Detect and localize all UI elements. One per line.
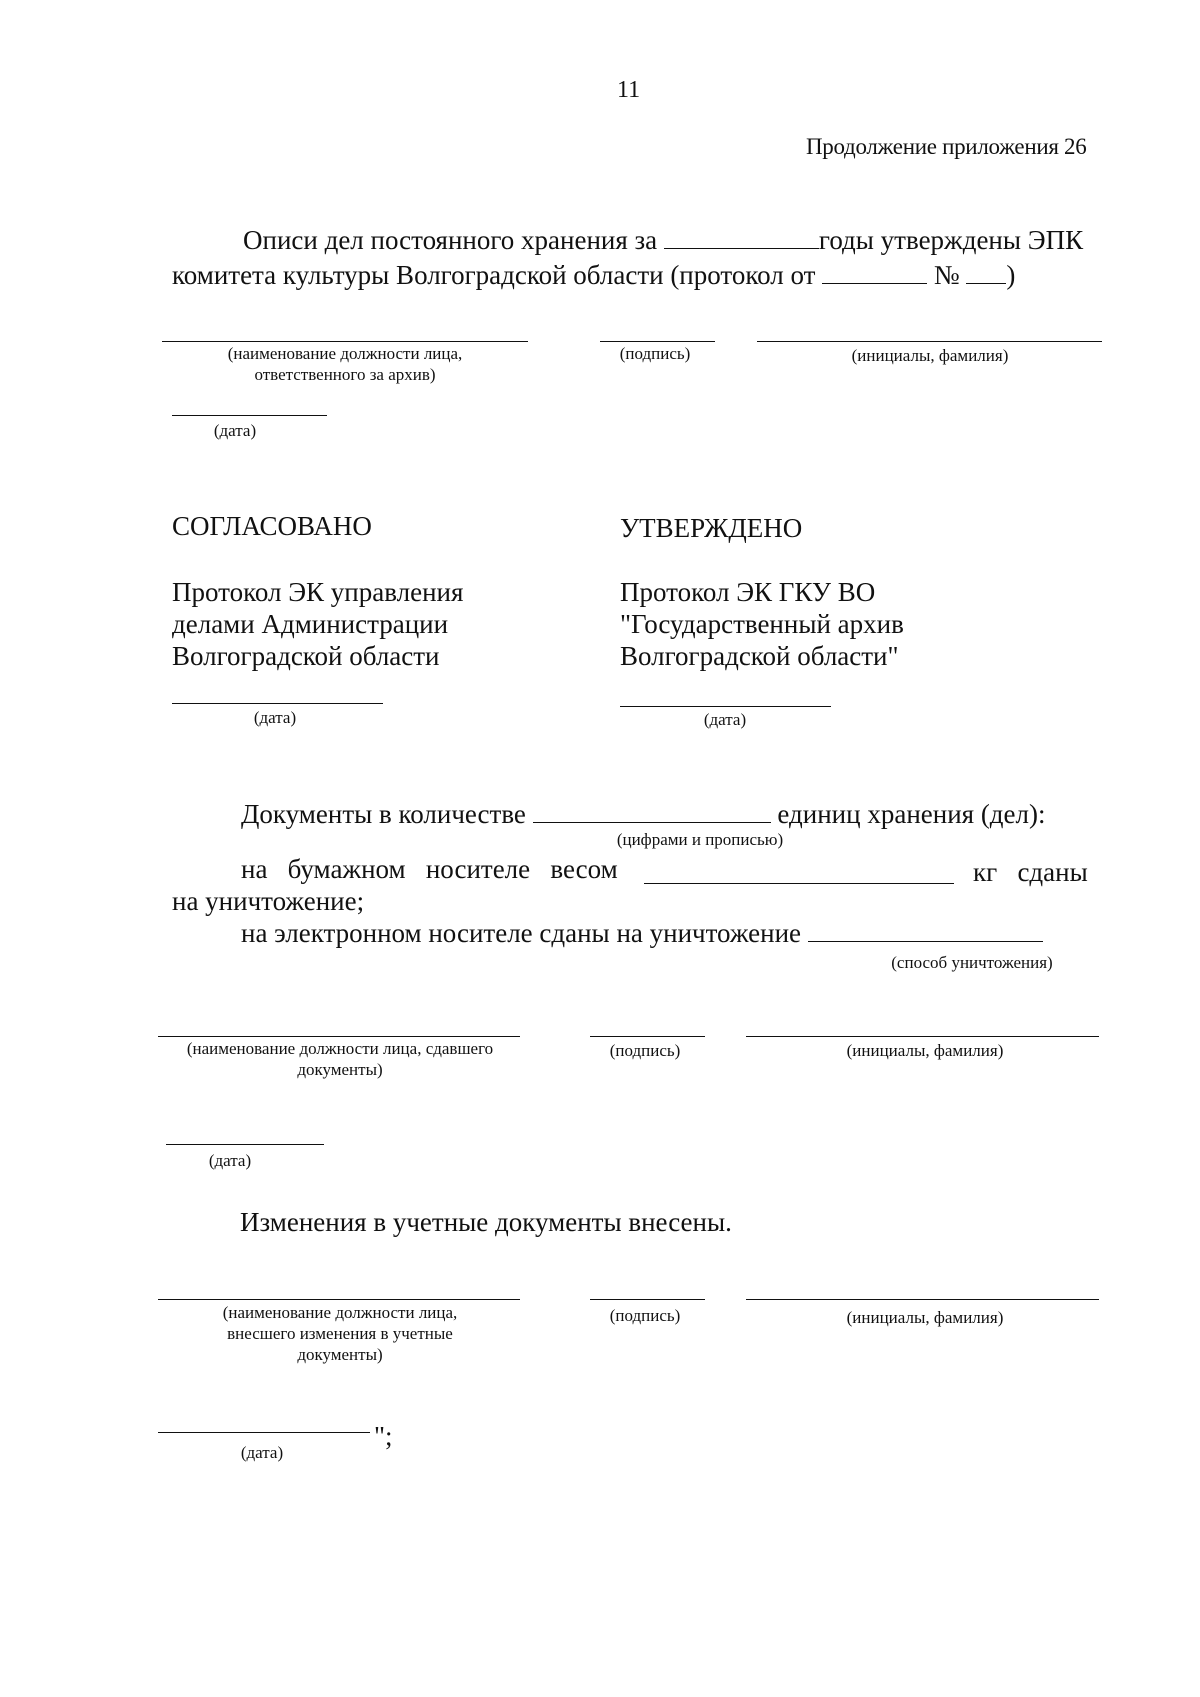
position-caption-3: (наименование должности лица, внесшего изменения в учетные документы): [222, 1303, 458, 1364]
protocol-number-blank[interactable]: [966, 259, 1006, 284]
position-line-3[interactable]: [158, 1299, 520, 1300]
approved-heading: УТВЕРЖДЕНО: [620, 513, 803, 543]
paper-suffix: кг сданы: [973, 857, 1088, 887]
close-paren: ): [1006, 260, 1016, 290]
electronic-line: [241, 917, 1043, 949]
method-blank[interactable]: [808, 917, 1043, 942]
electronic-text: на электронном носителе сданы на уничтожение: [241, 918, 802, 948]
count-suffix: единиц хранения (дел):: [777, 799, 1046, 829]
signature-line-1[interactable]: [600, 341, 715, 342]
signature-caption-3: (подпись): [609, 1306, 681, 1325]
method-caption: (способ уничтожения): [891, 953, 1053, 972]
date-caption-3: (дата): [240, 1443, 284, 1462]
intro-text-2a: комитета культуры Волгоградской области (протокол от: [172, 260, 816, 290]
name-line-1[interactable]: [757, 341, 1102, 342]
approved-line-1: Протокол ЭК ГКУ ВО: [620, 577, 876, 607]
date-caption-2: (дата): [208, 1151, 252, 1170]
signature-line-2[interactable]: [590, 1036, 705, 1037]
changes-text: Изменения в учетные документы внесены.: [240, 1207, 732, 1237]
signature-line-3[interactable]: [590, 1299, 705, 1300]
name-caption-3: (инициалы, фамилия): [846, 1308, 1004, 1327]
intro-text-1a: Описи дел постоянного хранения за: [243, 225, 658, 255]
closing-quote: ";: [374, 1421, 393, 1451]
name-caption-2: (инициалы, фамилия): [846, 1041, 1004, 1060]
date-line-3[interactable]: [158, 1432, 370, 1433]
date-line-1[interactable]: [172, 415, 327, 416]
agreed-line-3: Волгоградской области: [172, 641, 440, 671]
intro-line-2: [172, 259, 1015, 291]
name-caption-1: (инициалы, фамилия): [851, 346, 1009, 365]
documents-count-line: [241, 798, 1046, 830]
approved-date-line[interactable]: [620, 706, 831, 707]
count-caption: (цифрами и прописью): [616, 830, 784, 849]
agreed-line-2: делами Администрации: [172, 609, 449, 639]
agreed-date-line[interactable]: [172, 703, 383, 704]
name-line-3[interactable]: [746, 1299, 1099, 1300]
agreed-heading: СОГЛАСОВАНО: [172, 511, 372, 541]
paper-line-2: на уничтожение;: [172, 886, 365, 916]
approved-line-2: "Государственный архив: [620, 609, 904, 639]
signature-caption-2: (подпись): [609, 1041, 681, 1060]
approved-date-caption: (дата): [703, 710, 747, 729]
intro-line-1: [243, 224, 1083, 256]
paper-weight-line: на бумажном носителе весом: [241, 854, 618, 884]
signature-caption-1: (подпись): [619, 344, 691, 363]
agreed-line-1: Протокол ЭК управления: [172, 577, 464, 607]
count-blank[interactable]: [533, 798, 771, 823]
intro-text-1b: годы утверждены ЭПК: [818, 225, 1084, 255]
position-caption-1: (наименование должности лица, ответственного за архив): [227, 344, 463, 384]
agreed-date-caption: (дата): [253, 708, 297, 727]
position-line-1[interactable]: [162, 341, 528, 342]
date-line-2[interactable]: [166, 1144, 324, 1145]
approved-line-3: Волгоградской области": [620, 641, 899, 671]
weight-blank[interactable]: [644, 883, 954, 884]
protocol-date-blank[interactable]: [822, 259, 927, 284]
appendix-note: Продолжение приложения 26: [806, 134, 1087, 159]
years-blank[interactable]: [664, 224, 819, 249]
position-line-2[interactable]: [158, 1036, 520, 1037]
page-number: 11: [617, 77, 641, 103]
date-caption-1: (дата): [213, 421, 257, 440]
name-line-2[interactable]: [746, 1036, 1099, 1037]
count-prefix: Документы в количестве: [241, 799, 526, 829]
number-sign: №: [933, 260, 960, 290]
position-caption-2: (наименование должности лица, сдавшего документы): [186, 1039, 494, 1079]
